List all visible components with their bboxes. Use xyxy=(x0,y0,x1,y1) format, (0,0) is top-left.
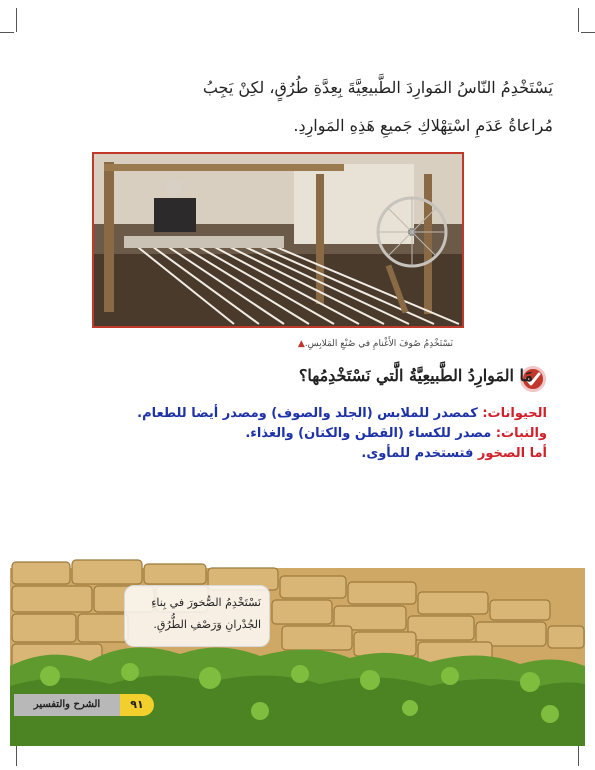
rock-uses-callout xyxy=(124,585,270,647)
photo-caption-text: نَسْتَخْدِمُ صُوفَ الأَغْنامِ في صُنْعِ المَلابِسِ. xyxy=(304,339,453,349)
intro-line-2: مُراعاةُ عَدَمِ اسْتِهْلاكِ جَميعِ هَذِهِ المَوارِدِ. xyxy=(293,116,553,135)
section-label: الشرح والتفسير xyxy=(14,694,120,716)
crop-mark-top-right-h xyxy=(581,32,595,33)
plants-text: مصدر للكساء (القطن والكتان) والغذاء. xyxy=(245,426,492,441)
animals-label: الحيوانات: xyxy=(482,406,547,421)
weaving-loom-photo xyxy=(92,152,464,328)
rocks-prefix: أما xyxy=(529,446,547,461)
intro-line-1: يَسْتَخْدِمُ النّاسُ المَوارِدَ الطَّبيعِيَّةَ بِعِدَّةِ طُرُقٍ، لكِنْ يَجِبُ xyxy=(202,78,553,97)
answer-plants xyxy=(47,424,547,444)
rocks-text: فتستخدم للمأوى. xyxy=(361,446,474,461)
callout-line-2: الجُدْرانِ وَرَصْفِ الطُّرُقِ. xyxy=(153,618,261,631)
question-heading: مَا المَوارِدُ الطَّبيعِيَّةُ الَّتي نَسْتَخْدِمُها؟ xyxy=(298,366,533,385)
crop-mark-top-left xyxy=(16,8,17,32)
callout-line-1: نَسْتَخْدِمُ الصُّخورَ في بِناءِ xyxy=(151,596,261,609)
triangle-icon: ▲ xyxy=(297,339,305,349)
page-number: ٩١ xyxy=(120,694,154,716)
answer-animals xyxy=(47,404,547,424)
plants-label: والنبات: xyxy=(495,426,547,441)
crop-mark-top-right xyxy=(578,8,579,32)
page-footer xyxy=(14,694,154,716)
answer-rocks xyxy=(47,444,547,464)
crop-mark-top-left-h xyxy=(0,32,14,33)
rocks-word: الصخور xyxy=(477,446,526,461)
stone-wall-illustration xyxy=(10,556,585,746)
animals-text: كمصدر للملابس (الجلد والصوف) ومصدر أيضا للطعام. xyxy=(137,406,478,421)
answers-block xyxy=(47,404,547,464)
photo-caption xyxy=(294,339,453,349)
